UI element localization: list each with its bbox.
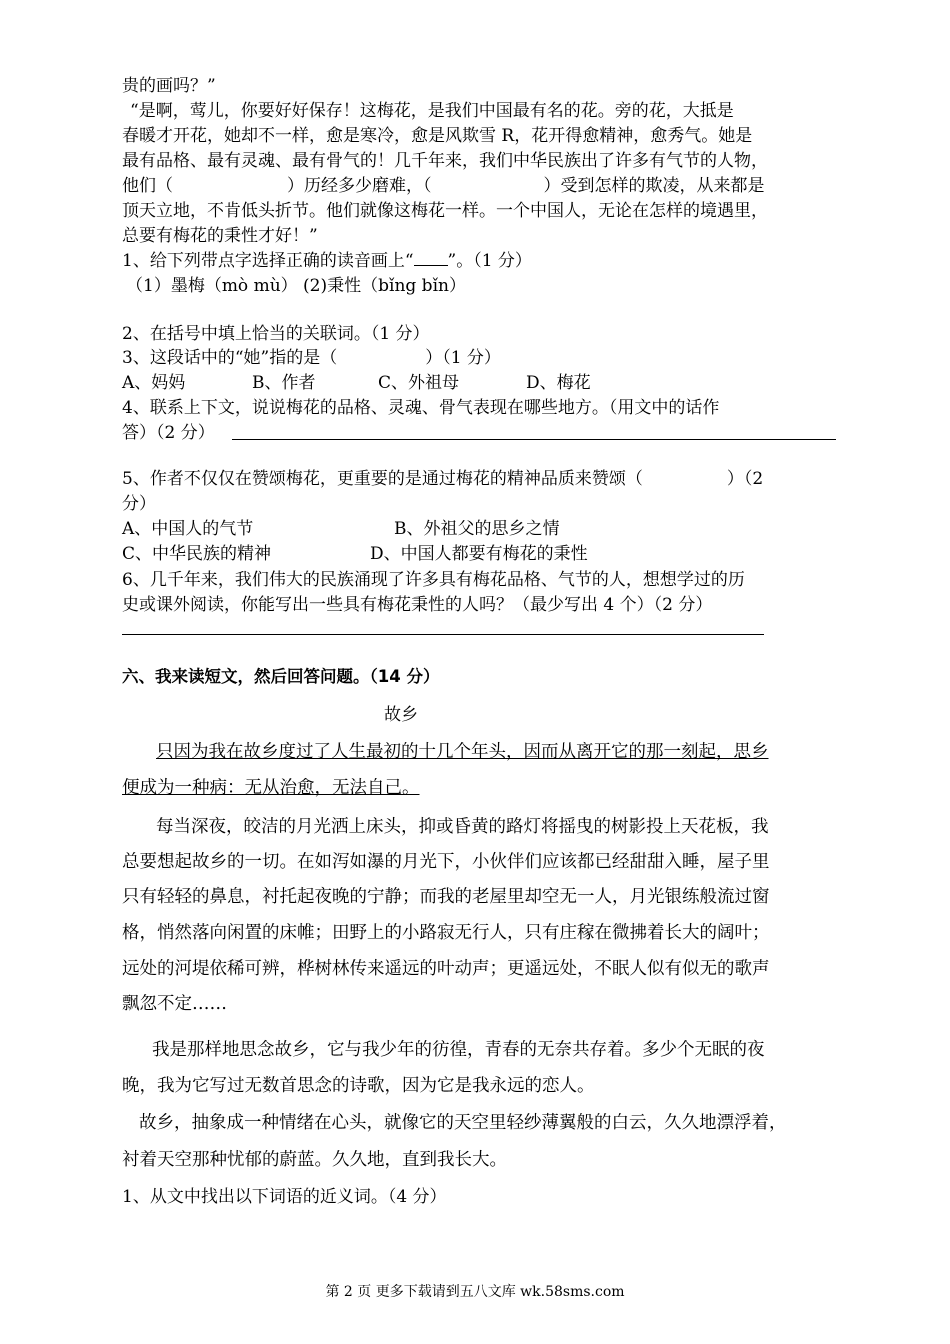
question-text: 3、这段话中的“她”指的是（ <box>122 348 338 368</box>
passage-line: 最有品格、最有灵魂、最有骨气的！几千年来，我们中华民族出了许多有气节的人物， <box>122 151 768 171</box>
question-text: ）（1 分） <box>425 348 501 368</box>
passage-line: 故乡，抽象成一种情绪在心头，就像它的天空里轻纱薄翼般的白云，久久地漂浮着， <box>139 1113 787 1133</box>
question-4-cont: 答）（2 分） <box>122 423 215 443</box>
passage-line: 格，悄然落向闲置的床帷；田野上的小路寂无行人，只有庄稼在微拂着长大的阔叶； <box>122 923 770 943</box>
passage-line: 顶天立地，不肯低头折节。他们就像这梅花一样。一个中国人，无论在怎样的境遇里， <box>122 201 768 221</box>
option-c[interactable]: C、外祖母 <box>378 373 460 393</box>
passage-line: “是啊，莺儿，你要好好保存！这梅花，是我们中国最有名的花。旁的花，大抵是 <box>130 101 734 121</box>
answer-blank[interactable] <box>414 249 448 266</box>
passage-line: 便成为一种病：无从治愈，无法自己。 <box>122 778 420 798</box>
passage-text: ）受到怎样的欺凌，从来都是 <box>543 176 765 196</box>
passage-title: 故乡 <box>384 705 418 725</box>
passage-line: 衬着天空那种忧郁的蔚蓝。久久地，直到我长大。 <box>122 1150 507 1170</box>
passage-line: 只因为我在故乡度过了人生最初的十几个年头，因而从离开它的那一刻起，思乡 <box>156 742 769 762</box>
option-b[interactable]: B、作者 <box>252 373 316 393</box>
passage-line: 总要有梅花的秉性才好！” <box>122 226 318 246</box>
passage-line: 贵的画吗？” <box>122 76 216 96</box>
answer-line[interactable] <box>232 439 836 440</box>
question-1-options: （1）墨梅（mò mù） (2)秉性（bǐng bǐn） <box>126 276 466 296</box>
passage-line: 只有轻轻的鼻息，衬托起夜晚的宁静；而我的老屋里却空无一人，月光银练般流过窗 <box>122 887 770 907</box>
option-c[interactable]: C、中华民族的精神 <box>122 544 272 564</box>
question-1 <box>122 249 532 273</box>
question-3 <box>122 346 501 370</box>
question-6: 6、几千年来，我们伟大的民族涌现了许多具有梅花品格、气节的人，想想学过的历 <box>122 570 745 590</box>
section-heading: 六、我来读短文，然后回答问题。（14 分） <box>122 667 440 686</box>
question-text: ”。（1 分） <box>447 251 532 271</box>
option-d[interactable]: D、梅花 <box>526 373 591 393</box>
option-a[interactable]: A、妈妈 <box>122 373 186 393</box>
option-b[interactable]: B、外祖父的思乡之情 <box>394 519 560 539</box>
passage-line: 飘忽不定…… <box>122 994 227 1014</box>
passage-line: 晚，我为它写过无数首思念的诗歌，因为它是我永远的恋人。 <box>122 1076 595 1096</box>
passage-line: 每当深夜，皎洁的月光洒上床头，抑或昏黄的路灯将摇曳的树影投上天花板，我 <box>156 817 769 837</box>
passage-text: 他们（ <box>122 176 173 196</box>
question-6-cont: 史或课外阅读，你能写出一些具有梅花秉性的人吗？（最少写出 4 个）（2 分） <box>122 595 713 615</box>
answer-line[interactable] <box>122 634 764 635</box>
question-2: 2、在括号中填上恰当的关联词。（1 分） <box>122 324 430 344</box>
passage-line <box>122 174 765 198</box>
page-footer: 第 2 页 更多下载请到五八文库 wk.58sms.com <box>325 1284 625 1300</box>
question-5 <box>122 467 763 491</box>
passage-text: ）历经多少磨难，（ <box>287 176 432 196</box>
option-d[interactable]: D、中国人都要有梅花的秉性 <box>370 544 588 564</box>
option-a[interactable]: A、中国人的气节 <box>122 519 254 539</box>
passage-line: 春暖才开花，她却不一样，愈是寒冷，愈是风欺雪 R，花开得愈精神，愈秀气。她是 <box>122 126 753 146</box>
question-text: 1、给下列带点字选择正确的读音画上“ <box>122 251 414 271</box>
passage-line: 我是那样地思念故乡，它与我少年的彷徨，青春的无奈共存着。多少个无眠的夜 <box>152 1040 765 1060</box>
question-text: 5、作者不仅仅在赞颂梅花，更重要的是通过梅花的精神品质来赞颂（ <box>122 469 643 489</box>
question-5-cont: 分） <box>122 494 156 514</box>
question-4: 4、联系上下文，说说梅花的品格、灵魂、骨气表现在哪些地方。（用文中的话作 <box>122 398 720 418</box>
question-text: ）（2 <box>726 469 764 489</box>
passage-line: 总要想起故乡的一切。在如泻如瀑的月光下，小伙伴们应该都已经甜甜入睡，屋子里 <box>122 852 770 872</box>
passage-line: 远处的河堤依稀可辨，桦树林传来遥远的叶动声；更遥远处，不眠人似有似无的歌声 <box>122 959 770 979</box>
question-text: 1、从文中找出以下词语的近义词。（4 分） <box>122 1187 447 1207</box>
